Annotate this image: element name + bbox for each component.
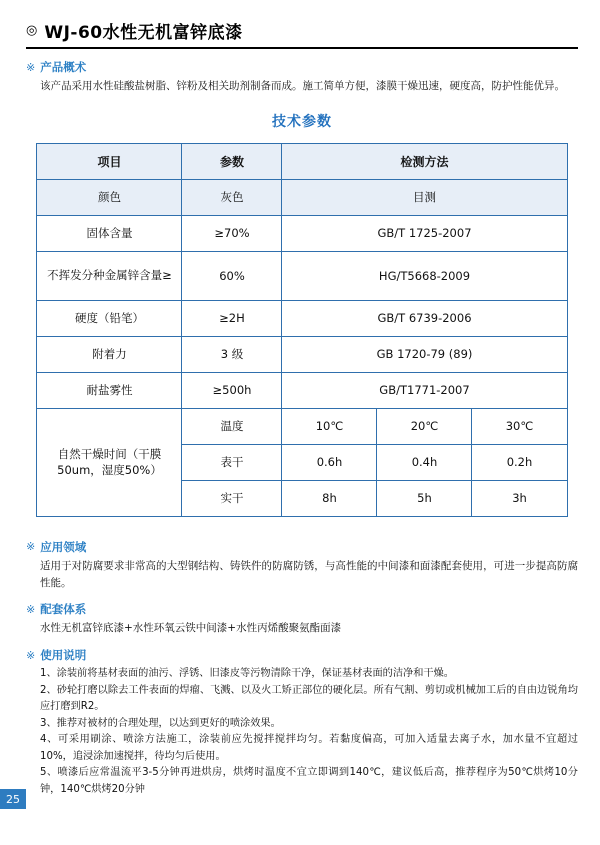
cell-method: GB 1720-79 (89) — [282, 336, 567, 372]
section-title-system: 配套体系 — [40, 602, 87, 617]
cell-temp-3: 30℃ — [472, 408, 567, 444]
asterisk-icon: ※ — [26, 648, 36, 662]
section-title-usage: 使用说明 — [40, 648, 87, 663]
cell-item: 硬度（铅笔） — [37, 300, 182, 336]
col-header-param: 参数 — [182, 143, 282, 179]
system-body: 水性无机富锌底漆+水性环氧云铁中间漆+水性丙烯酸聚氨酯面漆 — [40, 622, 342, 635]
asterisk-icon: ※ — [26, 60, 36, 74]
table-row — [37, 336, 567, 372]
cell-item: 不挥发分种金属锌含量≥ — [37, 251, 182, 300]
list-item: 5、喷漆后应常温流平3-5分钟再进烘房，烘烤时温度不宜立即调到140℃，建议低后高，推荐程序为50℃烘烤10分钟，140℃烘烤20分钟 — [40, 767, 578, 795]
col-header-method: 检测方法 — [282, 143, 567, 179]
cell-item: 耐盐雾性 — [37, 372, 182, 408]
cell-method: 目测 — [282, 179, 567, 215]
cell-item: 固体含量 — [37, 215, 182, 251]
title-text: WJ-60水性无机富锌底漆 — [44, 23, 243, 43]
cell-param: 3 级 — [182, 336, 282, 372]
cell-temp-2: 20℃ — [377, 408, 472, 444]
cell-hard-dry-3: 3h — [472, 480, 567, 516]
asterisk-icon: ※ — [26, 602, 36, 616]
page-number-badge: 25 — [0, 789, 26, 809]
table-header-row — [37, 143, 567, 179]
section-heading-overview — [26, 59, 578, 75]
list-item: 1、涂装前将基材表面的油污、浮锈、旧漆皮等污物清除干净，保证基材表面的洁净和干燥。 — [40, 668, 454, 680]
cell-surface-dry-label: 表干 — [182, 444, 282, 480]
table-row — [37, 372, 567, 408]
cell-param: 灰色 — [182, 179, 282, 215]
cell-method: HG/T5668-2009 — [282, 251, 567, 300]
cell-surface-dry-3: 0.2h — [472, 444, 567, 480]
cell-param: ≥500h — [182, 372, 282, 408]
cell-method: GB/T 1725-2007 — [282, 215, 567, 251]
cell-surface-dry-1: 0.6h — [282, 444, 377, 480]
section-heading-usage — [26, 647, 578, 663]
title-divider — [26, 47, 578, 49]
cell-temp-1: 10℃ — [282, 408, 377, 444]
list-item: 2、砂轮打磨以除去工件表面的焊瘤、飞溅、以及火工矫正部位的硬化层。所有气割、剪切或机械加工后的自由边锐角均应打磨到R2。 — [40, 684, 578, 713]
cell-method: GB/T1771-2007 — [282, 372, 567, 408]
asterisk-icon: ※ — [26, 540, 36, 554]
cell-item: 附着力 — [37, 336, 182, 372]
cell-hard-dry-2: 5h — [377, 480, 472, 516]
cell-method: GB/T 6739-2006 — [282, 300, 567, 336]
cell-drying-label: 自然干燥时间（干膜50um，湿度50%） — [37, 408, 182, 516]
application-body: 适用于对防腐要求非常高的大型钢结构、铸铁件的防腐防锈，与高性能的中间漆和面漆配套使用，可进一步提高防腐性能。 — [40, 559, 578, 589]
section-heading-application — [26, 539, 578, 555]
section-heading-system — [26, 601, 578, 617]
cell-hard-dry-label: 实干 — [182, 480, 282, 516]
list-item: 3、推荐对被材的合理处理，以达到更好的喷涂效果。 — [40, 717, 281, 729]
overview-body: 该产品采用水性硅酸盐树脂、锌粉及相关助剂制备而成。施工简单方便，漆膜干燥迅速，硬度高，防护性能优异。 — [40, 80, 565, 92]
section-title-application: 应用领域 — [40, 539, 87, 554]
table-row-drying-temp — [37, 408, 567, 444]
list-item: 4、可采用刷涂、喷涂方法施工，涂装前应先搅拌搅拌均匀。若黏度偏高，可加入适量去离子水，加水量不宜超过10%，追浸涂加速搅拌，待均匀后使用。 — [40, 734, 578, 762]
table-row — [37, 300, 567, 336]
cell-param: 60% — [182, 251, 282, 300]
col-header-item: 项目 — [37, 143, 182, 179]
lower-sections — [26, 539, 578, 799]
spec-heading: 技术参数 — [272, 113, 332, 130]
cell-param: ≥70% — [182, 215, 282, 251]
table-row — [37, 179, 567, 215]
title-bullet-icon: ◎ — [26, 23, 38, 38]
cell-hard-dry-1: 8h — [282, 480, 377, 516]
table-row — [37, 215, 567, 251]
table-row — [37, 251, 567, 300]
page-title — [26, 18, 578, 43]
cell-surface-dry-2: 0.4h — [377, 444, 472, 480]
spec-table — [36, 143, 567, 517]
section-title-overview: 产品概术 — [40, 60, 87, 74]
cell-item: 颜色 — [37, 179, 182, 215]
cell-param: ≥2H — [182, 300, 282, 336]
usage-list — [40, 666, 578, 798]
cell-temp-label: 温度 — [182, 408, 282, 444]
